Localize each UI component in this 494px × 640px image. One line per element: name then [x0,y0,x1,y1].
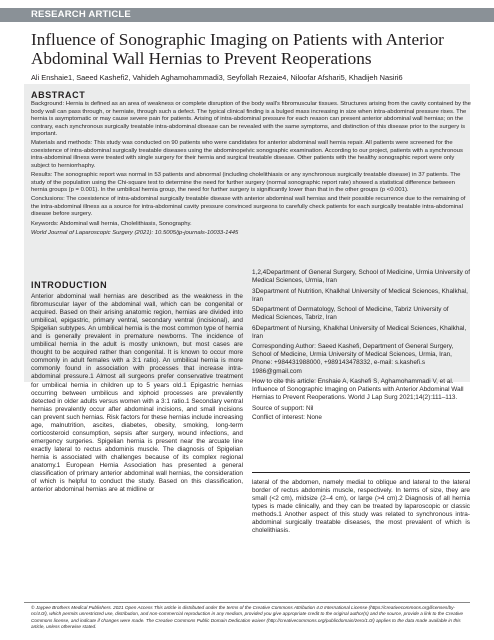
affiliation-item: 1,2,4Department of General Surgery, School of Medicine, Urmia University of Medical Sciences, Urmia, Iran [252,269,470,285]
conflict-of-interest: Conflict of interest: None [252,413,322,421]
how-to-cite: How to cite this article: Enshaie A, Kashefi S, Aghamohammadi V, et al. Influence of Sonographic Imaging on Patients with Anterior Abdominal Wall Hernias to Prevent Reoperations. World J Lap Surg 2021;14(2):111–113. [252,378,464,402]
source-of-support: Source of support: Nil [252,404,314,412]
affiliation-item: 6Department of Nursing, Khalkhal University of Medical Sciences, Khalkhal, Iran [252,324,467,340]
author-list: Ali Enshaie1, Saeed Kashefi2, Vahideh Aghamohammadi3, Seyfollah Rezaie4, Niloofar Afshari5, Khadijeh Nasiri6 [31,73,403,82]
introduction-column-right: lateral of the abdomen, namely medial to oblique and lateral to the lateral border of rectus abdominis muscle, respectively. In terms of size, they are small (<2 cm), midsize (2–4 cm), or large (>4 cm).2 Diagnosis of all hernia types is made clinically, and they can be treated by laparoscopic or classic methods.1 Another aspect of this study was related to synchronous intra-abdominal surgically treatable diseases, the most prevalent of which is cholelithiasis. [252,479,470,535]
footer-divider [24,602,470,603]
abstract-conclusions: Conclusions: The coexistence of intra-abdominal surgically treatable disease with anterior abdominal wall hernias and their possible recurrence due to the remaining of the intra-abdominal illness as a source for intra-abdominal cavity pressure convinced surgeons to carefully check patients for each surgically treatable intra-abdominal disease before surgery. [31,196,466,218]
license-footer: © Jaypee Brothers Medical Publishers. 2021 Open Access This article is distributed under the terms of the Creative Commons Attribution 4.0 International License (https://creativecommons.org/licenses/by-nc/4.0/), which permits unrestricted use, distribution, and non-commercial reproduction in any medium, provided you give appropriate credit to the original author(s) and the source, provide a link to the Creative Commons license, and indicate if changes were made. The Creative Commons Public Domain Dedication waiver (http://creativecommons.org/publicdomain/zero/1.0/) applies to the data made available in this article, unless otherwise stated. [31,605,463,630]
abstract-background: Background: Hernia is defined as an area of weakness or complete disruption of the body wall's fibromuscular tissues. Structures arising from the cavity contained by the body wall can pass through, or herniate, through such a defect. The typical clinical finding is a bulged mass increasing in size when intra-abdominal pressure rises. The hernia is asymptomatic or may cause severe pain for patients. Arising of intra-abdominal pressure for each reason can present anterior abdominal wall hernias; on the contrary, each synchronous surgically treatable intra-abdominal disease can be revealed with the same symptoms, and distinction of this disease prior to the surgery is important. [31,101,471,138]
abstract-keywords: Keywords: Abdominal wall hernia, Cholelithiasis, Sonography. [31,220,192,227]
introduction-column-left [31,293,243,494]
article-title: Influence of Sonographic Imaging on Patients with Anterior Abdominal Wall Hernias to Prevent Reoperations [31,30,444,68]
affiliation-item: 3Department of Nutrition, Khalkhal University of Medical Sciences, Khalkhal, Iran [252,287,468,303]
introduction-paragraph: Anterior abdominal wall hernias are described as the weakness in the fibromuscular layer of the abdominal wall, which can be congenital or acquired. Based on their arising anatomic region, hernias are divided into umbilical, epigastric, primary ventral, secondary ventral (incisional), and Spigelian subtypes. An umbilical hernia is the most common type of hernia and is generally prevalent in premature newborns. The incidence of umbilical hernia in the adult is mostly unknown, but most cases are thought to be acquired rather than congenital. It is known to occur more commonly in adult females with a 3:1 ratio). An umbilical hernia is more commonly found in association with processes that increase intra-abdominal pressure.1 Almost all surgeons prefer conservative treatment for umbilical hernia in children up to 5 years old.1 Epigastric hernias occurring between umbilicus and xiphoid processes are prevalently detected in older adults versus women with a 3:1 ratio.1 Secondary ventral hernias prevalently occur after abdominal incisions, and small incisions can prevent such hernias. Risk factors for these hernias include increasing age, malnutrition, ascites, diabetes, obesity, smoking, long-term corticosteroid consumption, sepsis after surgery, wound infections, and emergency surgeries. Spigelian hernia is present near the arcuate line exactly lateral to rectus abdominis muscle. The diagnosis of Spigelian hernia is associated with challenges because of its complex regional anatomy.1 European Hernia Association has presented a general classification of primary anterior abdominal wall hernias, the consideration of which is helpful to conduct the study. Based on this classification, anterior abdominal hernias are at midline or [31,293,243,494]
abstract-heading: ABSTRACT [31,90,86,100]
column-divider [252,472,470,473]
corresponding-author: Corresponding Author: Saeed Kashefi, Department of General Surgery, School of Medicine, Urmia University of Medical Sciences, Urmia, Iran, Phone: +984431988000, +989143478332, e-mail: s.kashefi.s 1986@gmail.com [252,343,454,375]
abstract-citation: World Journal of Laparoscopic Surgery (2021): 10.5005/jp-journals-10033-1445 [31,229,239,236]
introduction-heading: INTRODUCTION [31,280,108,290]
abstract-methods: Materials and methods: This study was conducted on 90 patients who were candidates for anterior abdominal wall hernia repair. All patients were screened for the coexistence of intra-abdominal surgically treatable diseases using the abdominopelvic sonographic examination. According to our project, patients with a synchronous intra-abdominal illness were treated with single surgery for their hernia and surgical treatable disease. Other patients with the healthy sonographic report were only subject to herniorrhaphy. [31,140,463,169]
abstract-body [31,101,471,239]
abstract-results: Results: The sonographic report was normal in 53 patients and abnormal (including cholelithiasis or any synchronous surgically treatable disease) in 37 patients. The study of the population using the Chi-square test to determine the need for further surgery (normal sonographic report rate) showed a statistical difference between hernia groups (p = 0.001). In the umbilical hernia group, the need for further surgery is significantly lower than that in the other groups (p <0.001). [31,172,461,194]
article-type-banner [0,8,494,22]
affiliations-column [252,269,470,424]
article-type-label: RESEARCH ARTICLE [31,9,131,20]
affiliation-item: 5Department of Dermatology, School of Medicine, Tabriz University of Medical Sciences, Tabriz, Iran [252,306,449,322]
